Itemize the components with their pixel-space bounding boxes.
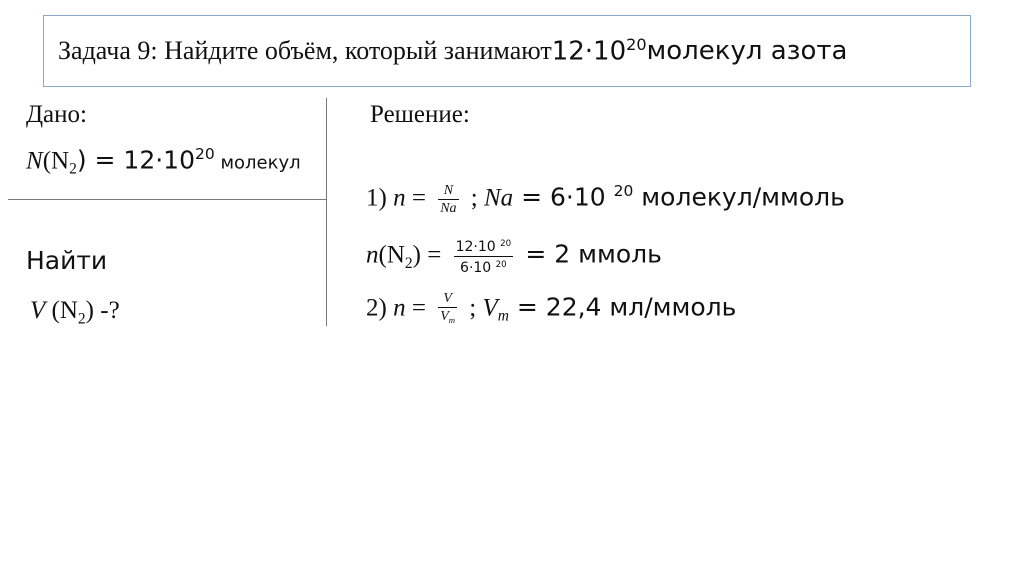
find-heading: Найти xyxy=(26,246,108,275)
find-quantity: V $(N_2)$ -? xyxy=(30,297,120,328)
task-title xyxy=(43,15,971,87)
horizontal-divider xyxy=(8,199,326,200)
title-suffix: молекул азота xyxy=(646,36,848,66)
title-number: $12\cdot 10^{20}$ xyxy=(551,35,647,67)
fraction-molecules: $\frac{12\cdot 10 ^{20}}{6\cdot 10 ^{20}}$ xyxy=(455,239,512,277)
solution-step2: 2) n = $\frac{V}{V_m}$ ; $V_m = 22,4$ мл/ммоль xyxy=(366,290,736,329)
solution-step1: 1) n = $\frac{N}{Na}$ ; Na = 6·10 $^{20}$ молекул/ммоль xyxy=(366,182,845,217)
vertical-divider xyxy=(326,98,327,326)
fraction-v-over-vm: $\frac{V}{V_m}$ xyxy=(440,291,456,326)
solution-amount-line: $n(N_2)$ = $\frac{12\cdot 10 ^{20}}{6\cdot 10 ^{20}}$ = 2 ммоль xyxy=(366,236,662,277)
given-quantity: $N(N_2) = 12\cdot 10^{20}$ молекул xyxy=(26,145,301,178)
given-heading: Дано: xyxy=(26,101,87,128)
fraction-n-over-na: $\frac{N}{Na}$ xyxy=(440,183,457,217)
title-prefix: Задача 9: Найдите объём, который занимают xyxy=(58,36,552,65)
solution-heading: Решение: xyxy=(370,101,470,128)
